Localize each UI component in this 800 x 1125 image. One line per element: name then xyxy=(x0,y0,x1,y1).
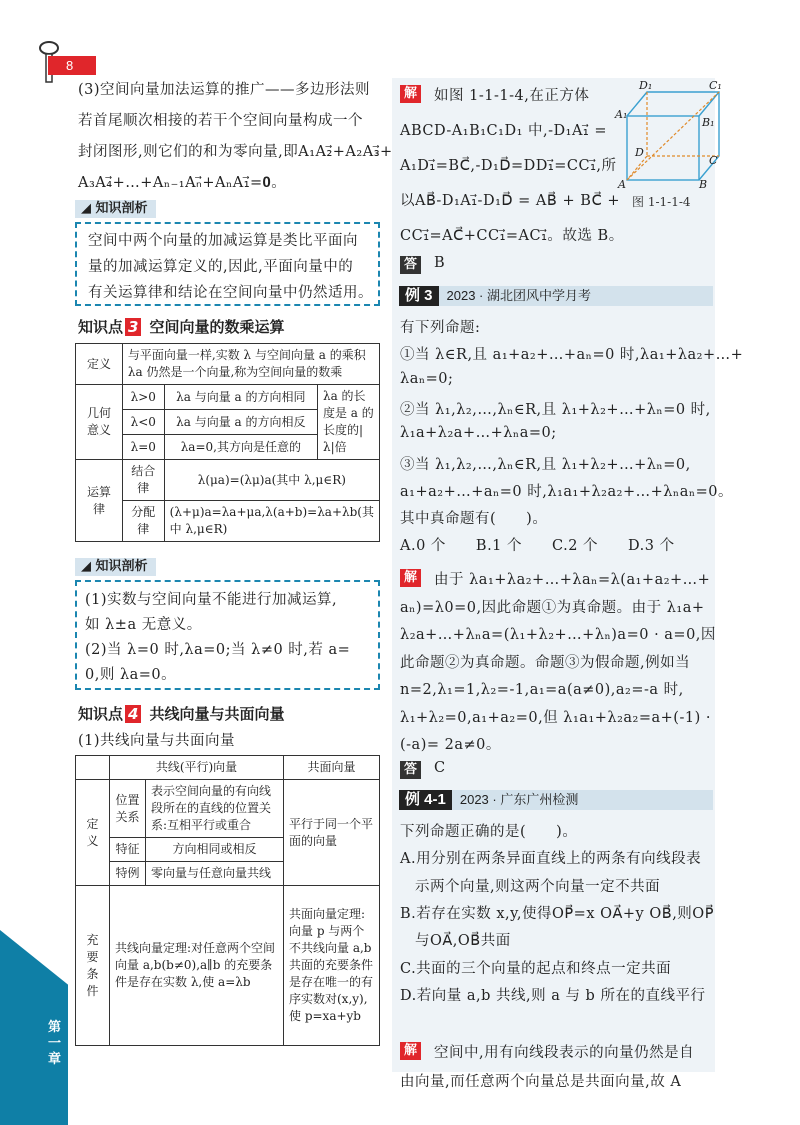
text-line: A.用分别在两条异面直线上的两条有向线段表 xyxy=(400,851,702,868)
text-line: λ₁+λ₂=0,a₁+a₂=0,但 λ₁a₁+λ₂a₂=a+(-1) · xyxy=(400,709,711,726)
figure-caption: 图 1-1-1-4 xyxy=(632,195,691,209)
collinear-coplanar-table xyxy=(75,755,380,1046)
cell: λ=0 xyxy=(122,435,164,460)
text-line: 封闭图形,则它们的和为零向量,即A₁A₂⃗+A₂A₃⃗+ xyxy=(78,144,393,160)
chapter-label: 第一章 xyxy=(48,1020,62,1067)
text-line: 由向量,而任意两个向量总是共面向量,故 A xyxy=(400,1074,682,1090)
answer-ex3: C xyxy=(434,760,446,776)
text-line: (3)空间向量加法运算的推广——多边形法则 xyxy=(78,82,371,98)
cell: 共线(平行)向量 xyxy=(110,756,284,780)
knowledge-point-4-heading xyxy=(78,703,284,724)
text-line: λaₙ=0; xyxy=(400,370,454,387)
vertex-label: A xyxy=(618,178,626,191)
text-line: C.共面的三个向量的起点和终点一定共面 xyxy=(400,960,672,977)
text-line: B.若存在实数 x,y,使得OP⃗=x OA⃗+y OB⃗,则OP⃗ xyxy=(400,905,714,922)
text-line: n=2,λ₁=1,λ₂=-1,a₁=a(a≠0),a₂=-a 时, xyxy=(400,682,684,698)
answer-ex2: B xyxy=(434,255,446,271)
text-line: ③当 λ₁,λ₂,…,λₙ∈R,且 λ₁+λ₂+…+λₙ=0, xyxy=(400,456,691,473)
text-line: aₙ)=λ0=0,因此命题①为真命题。由于 λ₁a+ xyxy=(400,599,705,616)
text-line: ①当 λ∈R,且 a₁+a₂+…+aₙ=0 时,λa₁+λa₂+…+ xyxy=(400,347,744,364)
kp-prefix: 知识点 xyxy=(78,705,124,723)
vertex-label: B₁ xyxy=(702,116,715,129)
cell: 平行于同一个平面的向量 xyxy=(284,780,380,886)
cell: 结合律 xyxy=(122,460,164,501)
text-line: ABCD-A₁B₁C₁D₁ 中,-D₁A₁⃗ = xyxy=(400,123,607,139)
text-line: λ₂a+…+λₙa=(λ₁+λ₂+…+λₙ)a=0 · a=0,因 xyxy=(400,627,716,643)
example-source: 2023 · 湖北团风中学月考 xyxy=(446,288,591,303)
kp-title: 共线向量与共面向量 xyxy=(149,705,285,723)
text-line: 有下列命题: xyxy=(400,320,481,336)
cell: 共线向量定理:对任意两个空间向量 a,b(b≠0),a∥b 的充要条件是存在实数 λ,使 a=λb xyxy=(110,886,284,1046)
cell: 共面向量 xyxy=(284,756,380,780)
solution-badge: 解 xyxy=(400,85,421,103)
solution-badge: 解 xyxy=(400,1042,421,1060)
example-label: 例 3 xyxy=(399,286,439,306)
text-line: 若首尾顺次相接的若干个空间向量构成一个 xyxy=(78,113,363,129)
kp-number: 4 xyxy=(125,705,141,723)
vertex-label: D₁ xyxy=(639,79,653,92)
cube-figure xyxy=(615,78,720,190)
text-line: 与OA⃗,OB⃗共面 xyxy=(400,933,511,950)
text-line: 由于 λa₁+λa₂+…+λaₙ=λ(a₁+a₂+…+ xyxy=(434,572,711,588)
cell: 几何意义 xyxy=(76,385,123,460)
kp-number: 3 xyxy=(125,318,141,336)
cell: 定义 xyxy=(76,344,123,385)
cell: 分配律 xyxy=(122,501,164,542)
subheading: (1)共线向量与共面向量 xyxy=(78,733,236,749)
text-line: ②当 λ₁,λ₂,…,λₙ∈R,且 λ₁+λ₂+…+λₙ=0 时, xyxy=(400,401,711,418)
text-line: 如 λ±a 无意义。 xyxy=(85,617,202,633)
text-line: 下列命题正确的是( )。 xyxy=(400,824,578,840)
text-line: 以AB⃗-D₁A₁⃗-D₁D⃗ = AB⃗ + BC⃗ + xyxy=(400,193,621,209)
knowledge-analysis-tag: ◢ 知识剖析 xyxy=(75,200,156,218)
cell: λ>0 xyxy=(122,385,164,410)
text-line: 示两个向量,则这两个向量一定不共面 xyxy=(400,878,661,895)
cell: λ<0 xyxy=(122,410,164,435)
cell: λa 与向量 a 的方向相反 xyxy=(164,410,317,435)
knowledge-point-3-heading xyxy=(78,316,284,337)
text-line: λ₁a+λ₂a+…+λₙa=0; xyxy=(400,425,557,442)
text-line: D.若向量 a,b 共线,则 a 与 b 所在的直线平行 xyxy=(400,987,706,1004)
text-line: 其中真命题有( )。 xyxy=(400,511,548,528)
cell: 位置关系 xyxy=(110,780,146,838)
answer-badge: 答 xyxy=(400,256,421,274)
cell: 共面向量定理:向量 p 与两个不共线向量 a,b 共面的充要条件是存在唯一的有序实数对(x,y),使 p=xa+yb xyxy=(284,886,380,1046)
text-line: 有关运算律和结论在空间向量中仍然适用。 xyxy=(88,285,373,301)
cell: 特征 xyxy=(110,838,146,862)
cell: 定义 xyxy=(76,780,110,886)
text-line: A.0 个 B.1 个 C.2 个 D.3 个 xyxy=(400,538,675,555)
cell: λa=0,其方向是任意的 xyxy=(164,435,317,460)
answer-badge: 答 xyxy=(400,761,421,779)
text-line: 量的加减运算定义的,因此,平面向量中的 xyxy=(88,259,354,275)
scalar-multiplication-table xyxy=(75,343,380,542)
cell: 充要条件 xyxy=(76,886,110,1046)
vertex-label: B xyxy=(699,178,708,191)
cell: 特例 xyxy=(110,862,146,886)
cell: λ(μa)=(λμ)a(其中 λ,μ∈R) xyxy=(164,460,379,501)
cell: 方向相同或相反 xyxy=(146,838,284,862)
text-line: (-a)= 2a≠0。 xyxy=(400,737,501,753)
text-line: 空间中两个向量的加减运算是类比平面向 xyxy=(88,233,358,249)
kp-prefix: 知识点 xyxy=(78,318,124,336)
example-3-header xyxy=(399,286,713,306)
text-line: 此命题②为真命题。命题③为假命题,例如当 xyxy=(400,654,691,671)
vertex-label: A₁ xyxy=(615,108,628,121)
kp-title: 空间向量的数乘运算 xyxy=(149,318,285,336)
page-number: 8 xyxy=(48,56,96,75)
example-source: 2023 · 广东广州检测 xyxy=(459,792,579,807)
cell: λa 与向量 a 的方向相同 xyxy=(164,385,317,410)
text-line: (1)实数与空间向量不能进行加减运算, xyxy=(85,592,338,608)
cell: 与平面向量一样,实数 λ 与空间向量 a 的乘积 λa 仍然是一个向量,称为空间向量的数乘 xyxy=(122,344,379,385)
example-label: 例 4-1 xyxy=(399,790,452,810)
cell: (λ+μ)a=λa+μa,λ(a+b)=λa+λb(其中 λ,μ∈R) xyxy=(164,501,379,542)
text-line: 空间中,用有向线段表示的向量仍然是自 xyxy=(434,1045,695,1061)
cell: 零向量与任意向量共线 xyxy=(146,862,284,886)
text-line: A₁D₁⃗=BC⃗,-D₁D⃗=DD₁⃗=CC₁⃗,所 xyxy=(400,158,617,174)
example-4-1-header xyxy=(399,790,713,810)
text-line: A₃A₄⃗+…+Aₙ₋₁Aₙ⃗+AₙA₁⃗=𝟎。 xyxy=(78,175,287,191)
text-line: 0,则 λa=0。 xyxy=(85,667,177,683)
vertex-label: C₁ xyxy=(709,79,722,92)
cell: 运算律 xyxy=(76,460,123,542)
text-line: 如图 1-1-1-4,在正方体 xyxy=(434,88,590,104)
text-line: a₁+a₂+…+aₙ=0 时,λ₁a₁+λ₂a₂+…+λₙaₙ=0。 xyxy=(400,483,733,500)
vertex-label: D xyxy=(635,146,644,159)
text-line: (2)当 λ=0 时,λa=0;当 λ≠0 时,若 a= xyxy=(85,642,351,658)
solution-badge: 解 xyxy=(400,569,421,587)
text-line: CC₁⃗=AC⃗+CC₁⃗=AC₁⃗。故选 B。 xyxy=(400,228,624,244)
cell: 表示空间向量的有向线段所在的直线的位置关系:互相平行或重合 xyxy=(146,780,284,838)
knowledge-analysis-tag: ◢ 知识剖析 xyxy=(75,558,156,576)
vertex-label: C xyxy=(709,154,718,167)
cell: λa 的长度是 a 的长度的|λ|倍 xyxy=(317,385,379,460)
